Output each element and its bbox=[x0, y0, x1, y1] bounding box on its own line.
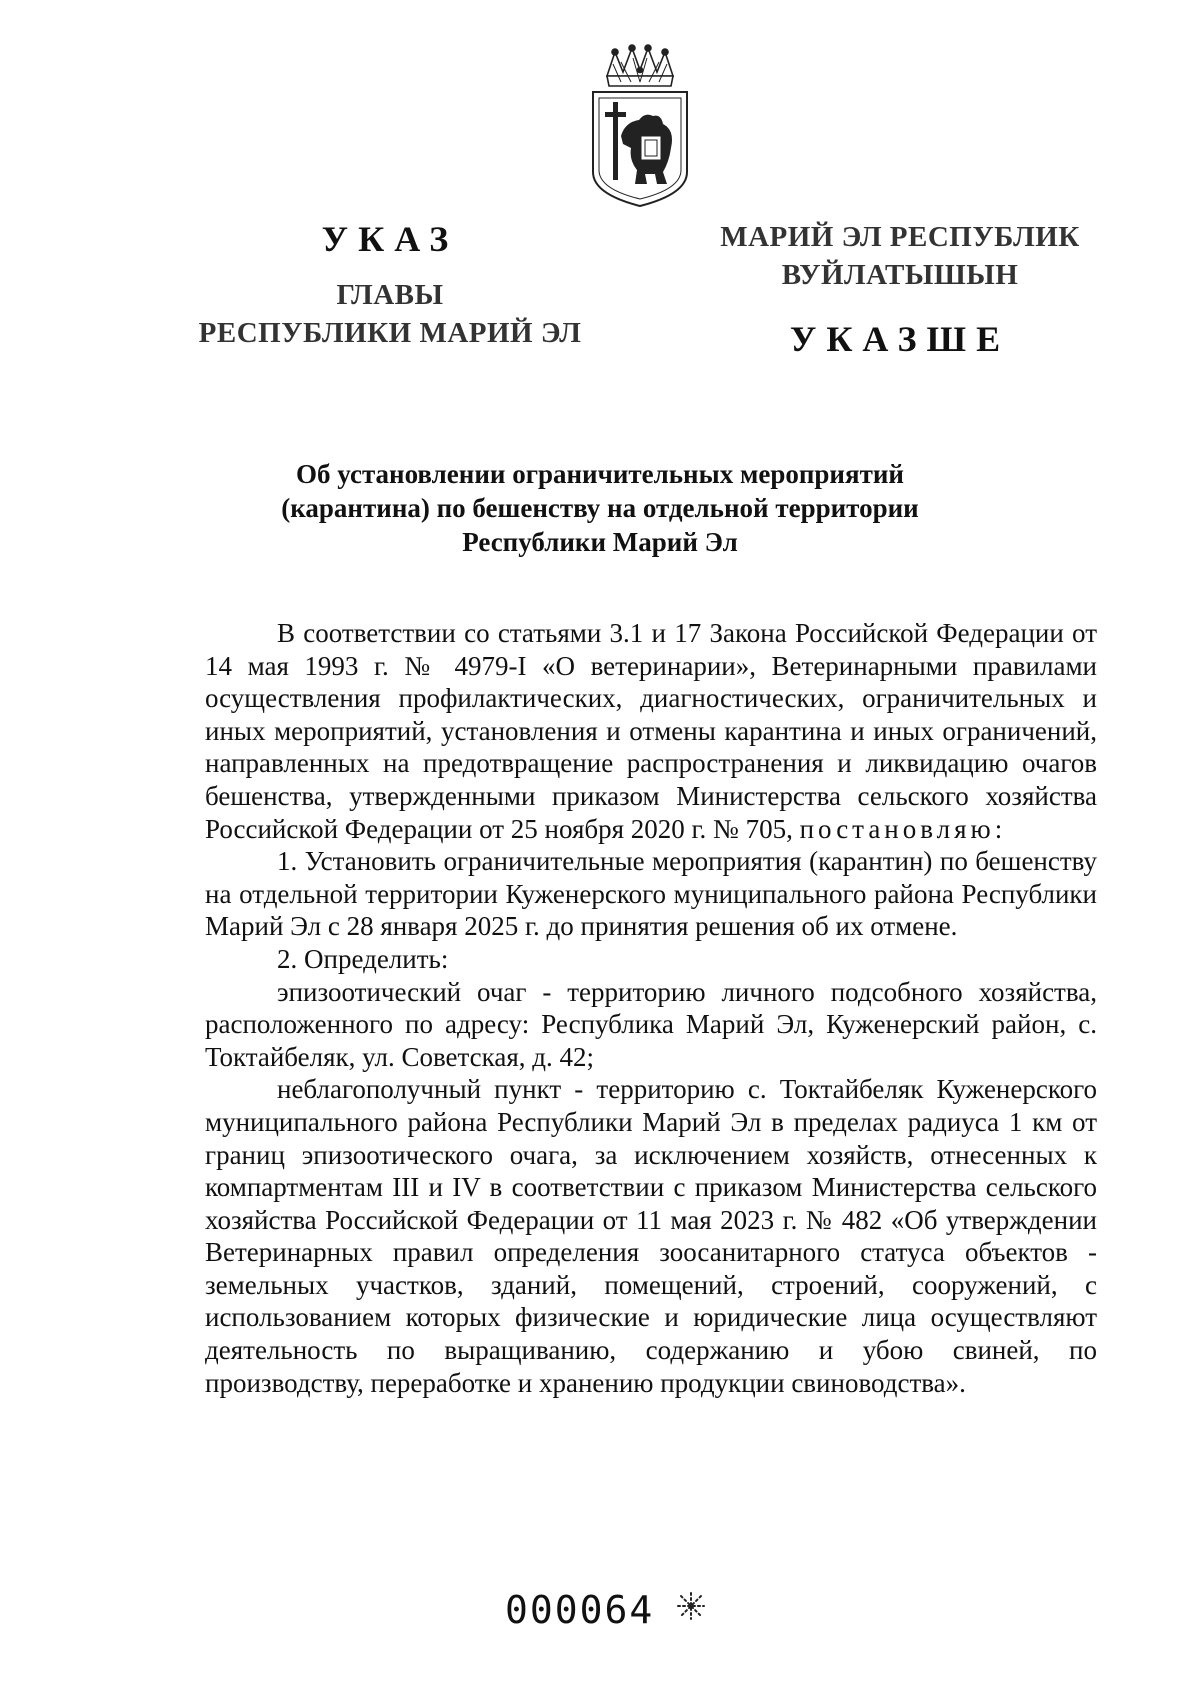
decree-title-mari: УКАЗШЕ bbox=[789, 319, 1011, 359]
preamble-paragraph bbox=[205, 617, 1097, 845]
header-left-line1: ГЛАВЫ bbox=[336, 279, 444, 311]
decree-word: постановляю: bbox=[799, 813, 1007, 844]
item-1: 1. Установить ограничительные мероприятия (карантин) по бешенству на отдельной территории Куженерского муниципального района Республики Марий Эл с 28 января 2025 г. до принятия решения об их отмене. bbox=[205, 846, 1097, 942]
header-left-line2: РЕСПУБЛИКИ МАРИЙ ЭЛ bbox=[198, 317, 582, 349]
header-right-line2: ВУЙЛАТЫШЫН bbox=[781, 259, 1019, 291]
document-title bbox=[200, 457, 1000, 559]
document-body bbox=[205, 617, 1097, 1399]
header-right-line1: МАРИЙ ЭЛ РЕСПУБЛИК bbox=[720, 221, 1080, 253]
title-line-3: Республики Марий Эл bbox=[462, 527, 738, 557]
asterisk-mark-icon bbox=[675, 1590, 707, 1622]
item-2-heading: 2. Определить: bbox=[277, 943, 449, 974]
decree-title-ru: УКАЗ bbox=[321, 219, 459, 259]
header-left bbox=[190, 218, 590, 352]
item-2-area: неблагополучный пункт - территорию с. Токтайбеляк Куженерского муниципального района Республики Марий Эл в пределах радиуса 1 км от границ эпизоотического очага, за исключением хозяйств, отнесенных к компартментам III и IV в соответствии с приказом Министерства сельского хозяйства Российской Федерации от 11 мая 2023 г. № 482 «Об утверждении Ветеринарных правил определения зоосанитарного статуса объектов - земельных участков, зданий, помещений, строений, сооружений, с использованием которых физические и юридические лица осуществляют деятельность по выращиванию, содержанию и убою свиней, по производству, переработке и хранению продукции свиноводства». bbox=[205, 1074, 1097, 1398]
serial-number: 000064 bbox=[505, 1588, 655, 1632]
item-2-focus: эпизоотический очаг - территорию личного подсобного хозяйства, расположенного по адресу: Республика Марий Эл, Куженерский район, с. Токтайбеляк, ул. Советская, д. 42; bbox=[205, 976, 1097, 1072]
title-line-2: (карантина) по бешенству на отдельной территории bbox=[281, 493, 919, 523]
header-right bbox=[700, 218, 1100, 360]
coat-of-arms-icon bbox=[585, 44, 695, 214]
preamble-text: В соответствии со статьями 3.1 и 17 Закона Российской Федерации от 14 мая 1993 г. № 4979-I «О ветеринарии», Ветеринарными правилами осуществления профилактических, диагностических, ограничительных и иных мероприятий, установления и отмены карантина и иных ограничений, направленных на предотвращение распространения и ликвидацию очагов бешенства, утвержденными приказом Министерства сельского хозяйства Российской Федерации от 25 ноября 2020 г. № 705, bbox=[205, 618, 1097, 844]
title-line-1: Об установлении ограничительных мероприятий bbox=[296, 459, 904, 489]
